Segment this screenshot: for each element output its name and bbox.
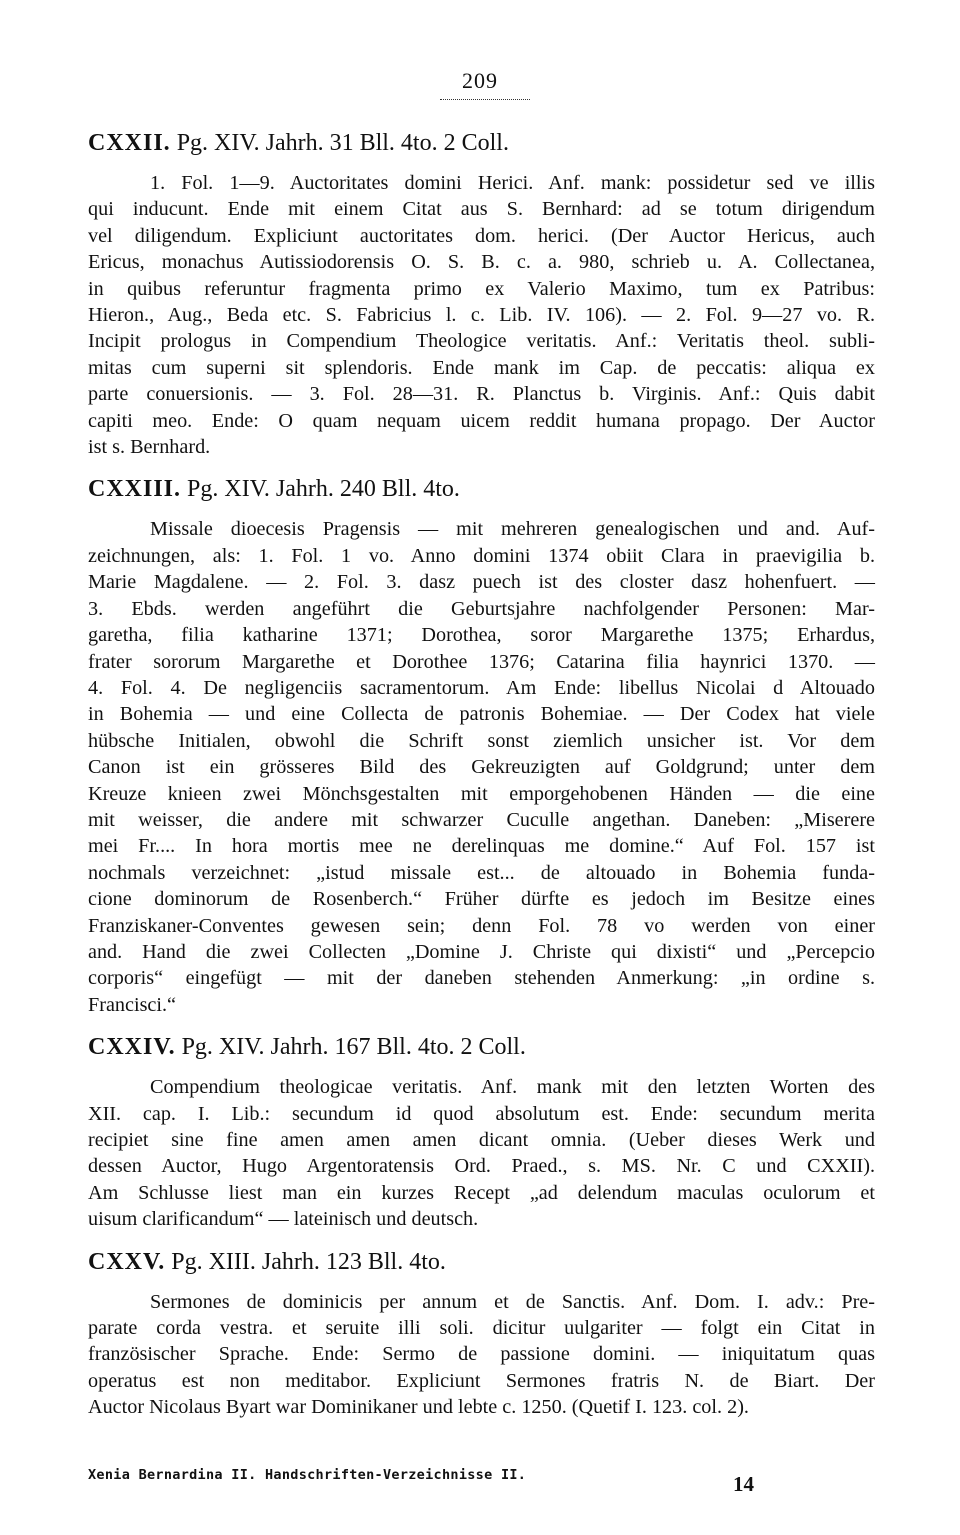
entry-heading bbox=[88, 128, 875, 158]
entry-numeral: CXXIV. bbox=[88, 1034, 176, 1061]
entry-text-line: mit weisser, die andere mit schwarzer Cuculle angethan. Daneben: „Miserere bbox=[88, 808, 875, 831]
entry-numeral: CXXV. bbox=[88, 1248, 166, 1275]
footer-sheet-number: 14 bbox=[733, 1472, 754, 1496]
entry-text-line: frater sororum Margarethe et Dorothee 1376; Catarina filia haynrici 1370. — bbox=[88, 650, 875, 673]
catalog-content bbox=[88, 128, 875, 1429]
entry-heading bbox=[88, 1032, 875, 1062]
entry-text-line: capiti meo. Ende: O quam nequam uicem reddit humana propago. Der Auctor bbox=[88, 409, 875, 432]
entry-heading-details: Pg. XIV. Jahrh. 240 Bll. 4to. bbox=[187, 476, 460, 503]
entry-text-line: nochmals verzeichnet: „istud missale est... de altouado in Bohemia funda- bbox=[88, 861, 875, 884]
entry-text-line: Francisci.“ bbox=[88, 993, 177, 1016]
entry-text-line: XII. cap. I. Lib.: secundum id quod absolutum est. Ende: secundum merita bbox=[88, 1102, 875, 1125]
entry-text-line: Auctor Nicolaus Byart war Dominikaner und lebte c. 1250. (Quetif I. 123. col. 2). bbox=[88, 1396, 749, 1419]
entry-text-line: Incipit prologus in Compendium Theologice veritatis. Anf.: Veritatis theol. subli- bbox=[88, 330, 875, 353]
entry-text-line: and. Hand die zwei Collecten „Domine J. Christe qui dixisti“ und „Percepcio bbox=[88, 940, 875, 963]
entry-text-line: in quibus referuntur fragmenta primo ex Valerio Maximo, tum ex Patribus: bbox=[88, 277, 875, 300]
manuscript-entry bbox=[88, 1032, 875, 1232]
entry-text-line: 1. Fol. 1—9. Auctoritates domini Herici. Anf. mank: possidetur sed ve illis bbox=[150, 172, 875, 194]
entry-text-line: vel diligendum. Expliciunt auctoritates dom. herici. (Der Auctor Hericus, auch bbox=[88, 224, 875, 247]
entry-body bbox=[88, 516, 875, 1018]
entry-body bbox=[88, 1289, 875, 1421]
entry-text-line: corporis“ eingefügt — mit der daneben stehenden Anmerkung: „in ordine s. bbox=[88, 967, 875, 990]
page-number-rule bbox=[440, 99, 530, 100]
entry-text-line: ist s. Bernhard. bbox=[88, 436, 211, 459]
entry-heading-details: Pg. XIII. Jahrh. 123 Bll. 4to. bbox=[171, 1248, 446, 1275]
entry-body bbox=[88, 1074, 875, 1232]
entry-text-line: operatus est non meditabor. Expliciunt Sermones fratris N. de Biart. Der bbox=[88, 1369, 875, 1392]
entry-text-line: Marie Magdalene. — 2. Fol. 3. dasz puech ist des closter dasz hohenfuert. — bbox=[88, 571, 875, 594]
entry-text-line: Missale dioecesis Pragensis — mit mehreren genealogischen und and. Auf- bbox=[150, 518, 875, 541]
entry-heading bbox=[88, 1247, 875, 1277]
entry-text-line: garetha, filia katharine 1371; Dorothea, soror Margarethe 1375; Erhardus, bbox=[88, 624, 875, 647]
entry-numeral: CXXIII. bbox=[88, 476, 182, 503]
manuscript-entry bbox=[88, 1247, 875, 1421]
entry-text-line: recipiet sine fine amen amen amen dicant omnia. (Ueber dieses Werk und bbox=[88, 1129, 875, 1151]
entry-text-line: Hieron., Aug., Beda etc. S. Fabricius l. c. Lib. IV. 106). — 2. Fol. 9—27 vo. R. bbox=[88, 304, 875, 327]
entry-text-line: Compendium theologicae veritatis. Anf. mank mit den letzten Worten des bbox=[150, 1076, 875, 1099]
entry-body bbox=[88, 170, 875, 460]
page-footer bbox=[88, 1466, 875, 1496]
entry-heading-details: Pg. XIV. Jahrh. 167 Bll. 4to. 2 Coll. bbox=[181, 1034, 526, 1061]
manuscript-entry bbox=[88, 128, 875, 460]
entry-text-line: hübsche Initialen, obwohl die Schrift sonst ziemlich unsicher ist. Vor dem bbox=[88, 729, 875, 752]
page-number: 209 bbox=[462, 68, 498, 93]
manuscript-entry bbox=[88, 474, 875, 1018]
entry-text-line: dessen Auctor, Hugo Argentoratensis Ord. Praed., s. MS. Nr. C und CXXII). bbox=[88, 1155, 875, 1178]
entry-text-line: in Bohemia — und eine Collecta de patronis Bohemiae. — Der Codex hat viele bbox=[88, 703, 875, 726]
footer-series-title: Xenia Bernardina II. Handschriften-Verzeichnisse II. bbox=[88, 1467, 527, 1483]
entry-numeral: CXXII. bbox=[88, 130, 171, 156]
entry-text-line: uisum clarificandum“ — lateinisch und deutsch. bbox=[88, 1208, 479, 1231]
entry-text-line: 4. Fol. 4. De negligenciis sacramentorum. Am Ende: libellus Nicolai d Altouado bbox=[88, 676, 875, 699]
entry-text-line: französischer Sprache. Ende: Sermo de passione domini. — iniquitatum quas bbox=[88, 1343, 875, 1366]
entry-text-line: cione dominorum de Rosenberch.“ Früher dürfte es jedoch im Besitze eines bbox=[88, 888, 875, 911]
entry-text-line: 3. Ebds. werden angeführt die Geburtsjahre nachfolgender Personen: Mar- bbox=[88, 597, 875, 620]
entry-text-line: Franziskaner-Conventes gewesen sein; denn Fol. 78 vo werden von einer bbox=[88, 914, 875, 937]
entry-text-line: mitas cum superni sit splendoris. Ende mank im Cap. de peccatis: aliqua ex bbox=[88, 356, 875, 379]
entry-text-line: Kreuze knieen zwei Mönchsgestalten mit emporgehobenen Händen — die eine bbox=[88, 782, 875, 805]
entry-text-line: Sermones de dominicis per annum et de Sanctis. Anf. Dom. I. adv.: Pre- bbox=[150, 1290, 875, 1313]
entry-text-line: Ericus, monachus Autissiodorensis O. S. B. c. a. 980, schrieb u. A. Collectanea, bbox=[88, 251, 875, 274]
entry-text-line: Am Schlusse liest man ein kurzes Recept „ad delendum maculas oculorum et bbox=[88, 1181, 875, 1204]
entry-heading bbox=[88, 474, 875, 504]
entry-text-line: parate corda vestra. et seruite illi soli. dicitur uulgariter — folgt ein Citat in bbox=[88, 1317, 875, 1340]
entry-text-line: mei Fr.... In hora mortis mee ne derelinquas me domine.“ Auf Fol. 157 ist bbox=[88, 835, 875, 858]
entry-text-line: qui inducunt. Ende mit einem Citat aus S. Bernhard: ad se totum dirigendum bbox=[88, 198, 875, 221]
entry-text-line: zeichnungen, als: 1. Fol. 1 vo. Anno domini 1374 obiit Clara in praevigilia b. bbox=[88, 544, 875, 567]
entry-text-line: Canon ist ein grösseres Bild des Gekreuzigten auf Goldgrund; unter dem bbox=[88, 756, 875, 779]
entry-heading-details: Pg. XIV. Jahrh. 31 Bll. 4to. 2 Coll. bbox=[176, 130, 509, 156]
entry-text-line: parte conuersionis. — 3. Fol. 28—31. R. Planctus b. Virginis. Anf.: Quis dabit bbox=[88, 383, 875, 406]
